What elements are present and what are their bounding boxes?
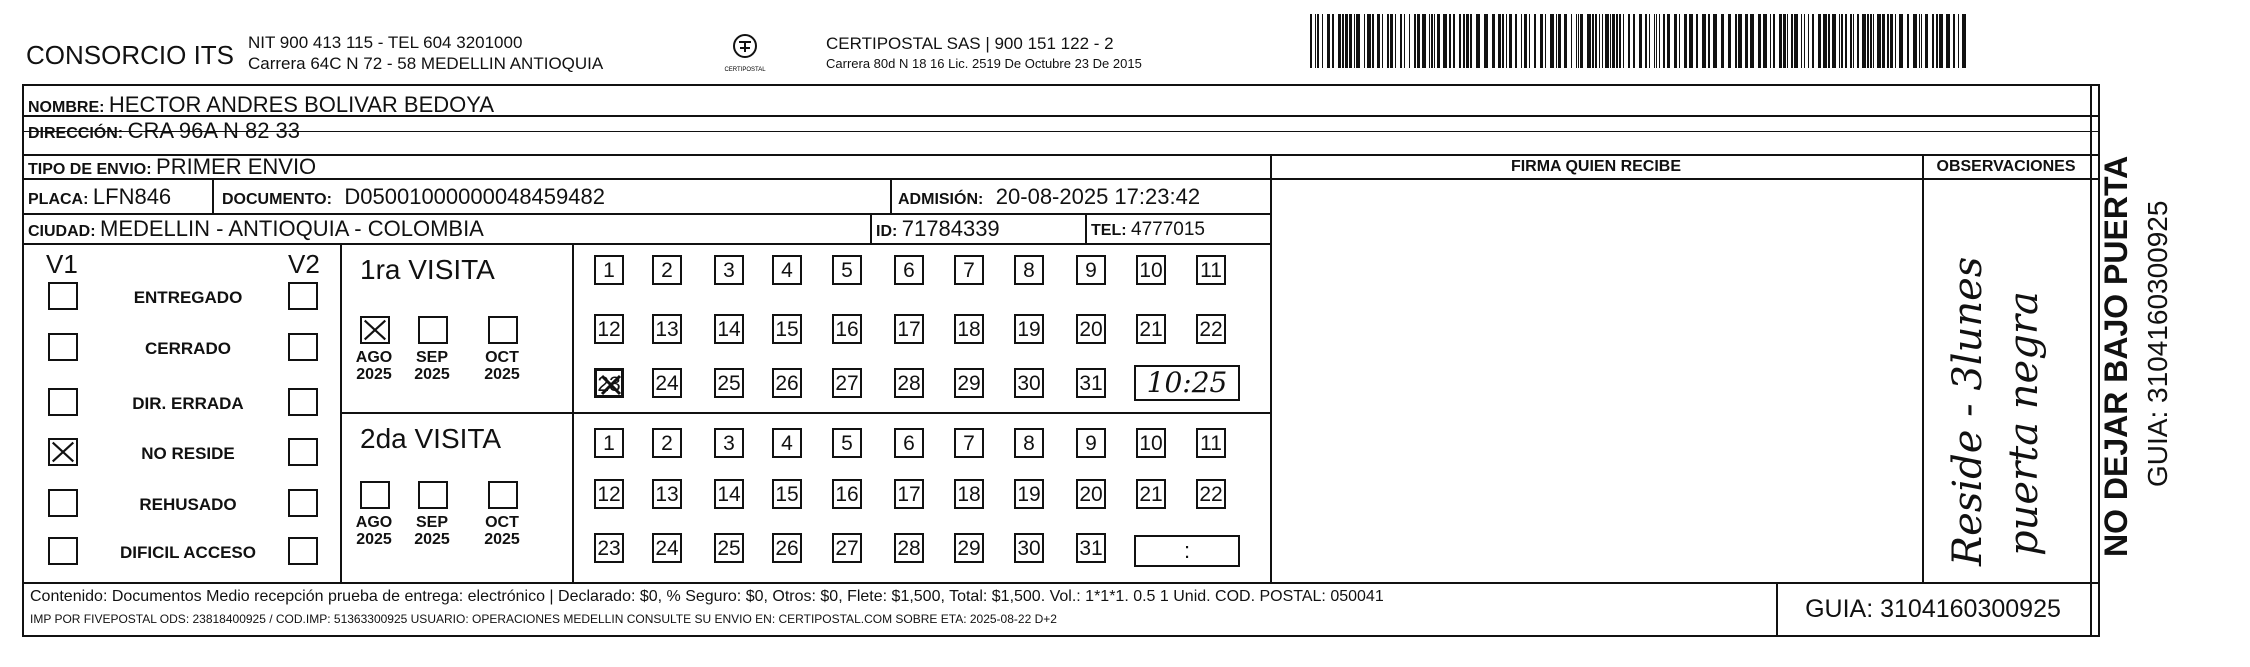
day-number: 16 xyxy=(835,483,859,506)
tel-value: 4777015 xyxy=(1131,219,1205,240)
visit1-day-box[interactable] xyxy=(1076,314,1106,344)
day-number: 27 xyxy=(835,537,859,560)
visit2-day-box[interactable] xyxy=(652,479,682,509)
visit1-day-box[interactable] xyxy=(1076,368,1106,398)
v1-checkbox-5[interactable] xyxy=(48,489,78,517)
visit1-month-checkbox-1[interactable] xyxy=(360,316,390,344)
visit2-day-box[interactable] xyxy=(652,533,682,563)
status-option-label: REHUSADO xyxy=(139,495,237,514)
visit2-month-checkbox-1[interactable] xyxy=(360,481,390,509)
visit1-day-box[interactable] xyxy=(714,314,744,344)
visit1-day-box[interactable] xyxy=(832,255,862,285)
month-year: 2025 xyxy=(414,365,450,383)
visit1-day-box[interactable] xyxy=(714,255,744,285)
check-x-icon xyxy=(600,374,622,396)
visit1-day-box[interactable] xyxy=(1076,255,1106,285)
month-name: SEP xyxy=(415,514,448,531)
id-label: ID: xyxy=(876,223,898,240)
placa-label: PLACA: xyxy=(28,191,89,208)
day-number: 31 xyxy=(1079,537,1103,560)
documento-label: DOCUMENTO: xyxy=(222,191,332,208)
month-name: OCT xyxy=(485,349,519,366)
visit2-day-box[interactable] xyxy=(954,479,984,509)
day-number: 20 xyxy=(1079,483,1103,506)
day-number: 26 xyxy=(775,372,799,395)
visit2-day-box[interactable] xyxy=(1136,479,1166,509)
certipostal-logo xyxy=(720,30,770,76)
v2-label: V2 xyxy=(288,249,320,279)
visit2-day-box[interactable] xyxy=(1196,479,1226,509)
day-number: 7 xyxy=(963,432,975,455)
visit1-day-box[interactable] xyxy=(954,314,984,344)
visit2-day-box[interactable] xyxy=(714,428,744,458)
visit2-day-box[interactable] xyxy=(772,479,802,509)
logo-text: CERTIPOSTAL xyxy=(724,67,766,73)
documento-value: D05001000000048459482 xyxy=(344,184,605,209)
day-number: 15 xyxy=(775,483,799,506)
direccion-value: CRA 96A N 82 33 xyxy=(127,118,301,143)
v1-checkbox-4[interactable] xyxy=(48,438,78,466)
ciudad-field xyxy=(28,218,484,240)
signature-area[interactable] xyxy=(1272,180,1920,580)
day-number: 29 xyxy=(957,372,981,395)
side-instruction: NO DEJAR BAJO PUERTA xyxy=(2098,155,2134,557)
visit1-month-checkbox-3[interactable] xyxy=(488,316,518,344)
firma-label: FIRMA QUIEN RECIBE xyxy=(1510,158,1682,175)
direccion-label: DIRECCIÓN: xyxy=(28,125,124,142)
visit1-day-box[interactable] xyxy=(1014,314,1044,344)
month-name: AGO xyxy=(355,514,393,531)
month-year: 2025 xyxy=(356,365,392,383)
footer-imp: IMP POR FIVEPOSTAL ODS: 23818400925 / COD.IMP: 51363300925 USUARIO: OPERACIONES MEDELLIN CONSULTE SU ENVIO EN: CERTIPOSTAL.COM SOBRE ETA: 2025-08-22 D+2 xyxy=(30,612,1057,626)
visit2-day-box[interactable] xyxy=(894,428,924,458)
day-number: 2 xyxy=(661,259,673,282)
day-number: 22 xyxy=(1199,483,1223,506)
visit1-day-box[interactable] xyxy=(954,255,984,285)
v2-checkbox-6[interactable] xyxy=(288,537,318,565)
observation-handwriting-1: Reside - 3lunes xyxy=(1945,256,1991,566)
visit2-day-box[interactable] xyxy=(714,533,744,563)
day-number: 31 xyxy=(1079,372,1103,395)
visit2-day-box[interactable] xyxy=(1076,428,1106,458)
footer-guia: GUIA: 3104160300925 xyxy=(1805,595,2061,623)
day-number: 30 xyxy=(1017,537,1041,560)
visit2-day-box[interactable] xyxy=(832,479,862,509)
visit1-day-box[interactable] xyxy=(1196,255,1226,285)
admision-value: 20-08-2025 17:23:42 xyxy=(995,184,1201,209)
v2-checkbox-2[interactable] xyxy=(288,333,318,361)
day-number: 6 xyxy=(903,259,915,282)
tipo-value: PRIMER ENVIO xyxy=(156,154,317,179)
v1-checkbox-2[interactable] xyxy=(48,333,78,361)
visit2-day-box[interactable] xyxy=(894,479,924,509)
visit2-month-label xyxy=(480,515,524,549)
day-number: 19 xyxy=(1017,483,1041,506)
day-number: 23 xyxy=(597,537,621,560)
id-field xyxy=(876,218,1000,240)
company-address: Carrera 64C N 72 - 58 MEDELLIN ANTIOQUIA xyxy=(248,54,604,73)
day-number: 14 xyxy=(717,318,741,341)
visit1-day-box[interactable] xyxy=(1014,255,1044,285)
day-number: 18 xyxy=(957,318,981,341)
visit2-day-box[interactable] xyxy=(594,428,624,458)
day-number: 8 xyxy=(1023,432,1035,455)
day-number: 17 xyxy=(897,318,921,341)
visit2-day-box[interactable] xyxy=(772,533,802,563)
visit2-day-box[interactable] xyxy=(1076,533,1106,563)
direccion-field xyxy=(28,120,300,142)
tel-field xyxy=(1091,220,1205,239)
month-year: 2025 xyxy=(414,530,450,548)
v1-label: V1 xyxy=(46,249,78,279)
side-guia: GUIA: 3104160300925 xyxy=(2142,200,2173,487)
day-number: 3 xyxy=(723,259,735,282)
day-number: 12 xyxy=(597,318,621,341)
visit2-day-box[interactable] xyxy=(594,533,624,563)
day-number: 23 xyxy=(597,373,621,396)
day-number: 10 xyxy=(1139,432,1163,455)
visit1-day-box[interactable] xyxy=(1196,314,1226,344)
visit2-day-box[interactable] xyxy=(772,428,802,458)
day-number: 13 xyxy=(655,318,679,341)
observation-handwriting-2: puerta negra xyxy=(2001,291,2047,556)
day-number: 5 xyxy=(841,259,853,282)
day-number: 14 xyxy=(717,483,741,506)
company-nit: NIT 900 413 115 - TEL 604 3201000 xyxy=(248,33,523,52)
ciudad-label: CIUDAD: xyxy=(28,223,96,240)
observaciones-label: OBSERVACIONES xyxy=(1936,158,2076,175)
v2-checkbox-4[interactable] xyxy=(288,438,318,466)
visit2-day-box[interactable] xyxy=(1136,428,1166,458)
status-option-label: DIR. ERRADA xyxy=(132,394,244,413)
placa-field xyxy=(28,186,171,208)
day-number: 3 xyxy=(723,432,735,455)
visit2-day-box[interactable] xyxy=(1014,428,1044,458)
visit2-day-box[interactable] xyxy=(1076,479,1106,509)
v1-checkbox-3[interactable] xyxy=(48,388,78,416)
day-number: 28 xyxy=(897,372,921,395)
month-year: 2025 xyxy=(484,530,520,548)
v2-checkbox-5[interactable] xyxy=(288,489,318,517)
visit1-day-box[interactable] xyxy=(652,314,682,344)
visit2-day-box[interactable] xyxy=(1014,533,1044,563)
placa-value: LFN846 xyxy=(92,184,172,209)
month-name: SEP xyxy=(415,349,448,366)
day-number: 21 xyxy=(1139,318,1163,341)
day-number: 13 xyxy=(655,483,679,506)
day-number: 18 xyxy=(957,483,981,506)
visit1-day-box[interactable] xyxy=(894,314,924,344)
day-number: 6 xyxy=(903,432,915,455)
visit1-day-box[interactable] xyxy=(772,314,802,344)
visit1-day-box[interactable] xyxy=(894,255,924,285)
month-name: OCT xyxy=(485,514,519,531)
visit1-day-box[interactable] xyxy=(594,368,624,398)
status-option-label: DIFICIL ACCESO xyxy=(119,543,256,562)
visit1-day-box[interactable] xyxy=(894,368,924,398)
visit1-day-box[interactable] xyxy=(714,368,744,398)
day-number: 24 xyxy=(655,537,679,560)
barcode xyxy=(1310,14,1970,68)
visit1-title: 1ra VISITA xyxy=(360,254,495,285)
documento-field xyxy=(222,186,605,208)
visit1-day-box[interactable] xyxy=(1136,255,1166,285)
nombre-field xyxy=(28,94,494,116)
visit1-day-box[interactable] xyxy=(652,255,682,285)
visit2-month-label xyxy=(410,515,454,549)
company-name: CONSORCIO ITS xyxy=(26,40,235,70)
day-number: 25 xyxy=(717,537,741,560)
day-number: 25 xyxy=(717,372,741,395)
day-number: 22 xyxy=(1199,318,1223,341)
visit2-day-box[interactable] xyxy=(1014,479,1044,509)
visit2-month-checkbox-3[interactable] xyxy=(488,481,518,509)
day-number: 19 xyxy=(1017,318,1041,341)
month-year: 2025 xyxy=(484,365,520,383)
nombre-value: HECTOR ANDRES BOLIVAR BEDOYA xyxy=(108,92,494,117)
visit1-day-box[interactable] xyxy=(1014,368,1044,398)
id-value: 71784339 xyxy=(901,216,1000,241)
day-number: 8 xyxy=(1023,259,1035,282)
day-number: 27 xyxy=(835,372,859,395)
day-number: 15 xyxy=(775,318,799,341)
admision-field xyxy=(898,186,1200,208)
day-number: 29 xyxy=(957,537,981,560)
carrier-info: CERTIPOSTAL SAS | 900 151 122 - 2 xyxy=(826,34,1114,53)
day-number: 2 xyxy=(661,432,673,455)
day-number: 28 xyxy=(897,537,921,560)
visit1-day-box[interactable] xyxy=(954,368,984,398)
day-number: 20 xyxy=(1079,318,1103,341)
visit1-month-label xyxy=(410,350,454,384)
v2-checkbox-3[interactable] xyxy=(288,388,318,416)
status-option-label: ENTREGADO xyxy=(133,288,243,307)
v2-checkbox-1[interactable] xyxy=(288,282,318,310)
visit2-day-box[interactable] xyxy=(1196,428,1226,458)
day-number: 24 xyxy=(655,372,679,395)
day-number: 10 xyxy=(1139,259,1163,282)
tipo-label: TIPO DE ENVIO: xyxy=(28,161,152,178)
day-number: 17 xyxy=(897,483,921,506)
day-number: 11 xyxy=(1200,432,1222,455)
visit1-day-box[interactable] xyxy=(772,368,802,398)
visit2-day-box[interactable] xyxy=(954,428,984,458)
status-option-label: CERRADO xyxy=(145,339,231,358)
day-number: 4 xyxy=(781,432,793,455)
visit1-day-box[interactable] xyxy=(772,255,802,285)
day-number: 11 xyxy=(1200,259,1222,282)
month-year: 2025 xyxy=(356,530,392,548)
visit2-day-box[interactable] xyxy=(594,479,624,509)
day-number: 1 xyxy=(603,432,615,455)
visit2-day-box[interactable] xyxy=(894,533,924,563)
visit2-month-checkbox-2[interactable] xyxy=(418,481,448,509)
visit1-day-box[interactable] xyxy=(652,368,682,398)
day-number: 16 xyxy=(835,318,859,341)
month-name: AGO xyxy=(355,349,393,366)
visit2-month-label xyxy=(352,515,396,549)
ciudad-value: MEDELLIN - ANTIOQUIA - COLOMBIA xyxy=(100,216,484,241)
visit2-day-box[interactable] xyxy=(652,428,682,458)
day-number: 9 xyxy=(1085,259,1097,282)
day-number: 21 xyxy=(1139,483,1163,506)
day-number: 7 xyxy=(963,259,975,282)
visit2-time[interactable]: : xyxy=(1134,535,1240,567)
v1-checkbox-6[interactable] xyxy=(48,537,78,565)
visit1-day-box[interactable] xyxy=(594,314,624,344)
status-option-label: NO RESIDE xyxy=(141,444,235,463)
tel-label: TEL: xyxy=(1091,222,1127,239)
visit1-time[interactable]: 10:25 xyxy=(1134,365,1240,401)
day-number: 9 xyxy=(1085,432,1097,455)
footer-contenido: Contenido: Documentos Medio recepción prueba de entrega: electrónico | Declarado: $0, % Seguro: $0, Otros: $0, Flete: $1,500, Total: $1,500. Vol.: 1*1*1. 0.5 1 Unid. COD. POSTAL: 050041 xyxy=(30,588,1384,605)
visit1-day-box[interactable] xyxy=(832,368,862,398)
visit2-day-box[interactable] xyxy=(832,533,862,563)
tipo-field xyxy=(28,156,316,178)
visit1-day-box[interactable] xyxy=(594,255,624,285)
visit1-month-label xyxy=(480,350,524,384)
day-number: 4 xyxy=(781,259,793,282)
day-number: 5 xyxy=(841,432,853,455)
v1-checkbox-1[interactable] xyxy=(48,282,78,310)
day-number: 12 xyxy=(597,483,621,506)
day-number: 26 xyxy=(775,537,799,560)
visit2-title: 2da VISITA xyxy=(360,423,502,454)
visit1-month-label xyxy=(352,350,396,384)
visit1-day-box[interactable] xyxy=(1136,314,1166,344)
visit1-day-box[interactable] xyxy=(832,314,862,344)
visit2-day-box[interactable] xyxy=(954,533,984,563)
day-number: 30 xyxy=(1017,372,1041,395)
visit1-month-checkbox-2[interactable] xyxy=(418,316,448,344)
visit2-day-box[interactable] xyxy=(714,479,744,509)
day-number: 1 xyxy=(603,259,615,282)
nombre-label: NOMBRE: xyxy=(28,99,105,116)
admision-label: ADMISIÓN: xyxy=(898,191,984,208)
visit2-day-box[interactable] xyxy=(832,428,862,458)
carrier-address: Carrera 80d N 18 16 Lic. 2519 De Octubre 23 De 2015 xyxy=(826,56,1142,71)
